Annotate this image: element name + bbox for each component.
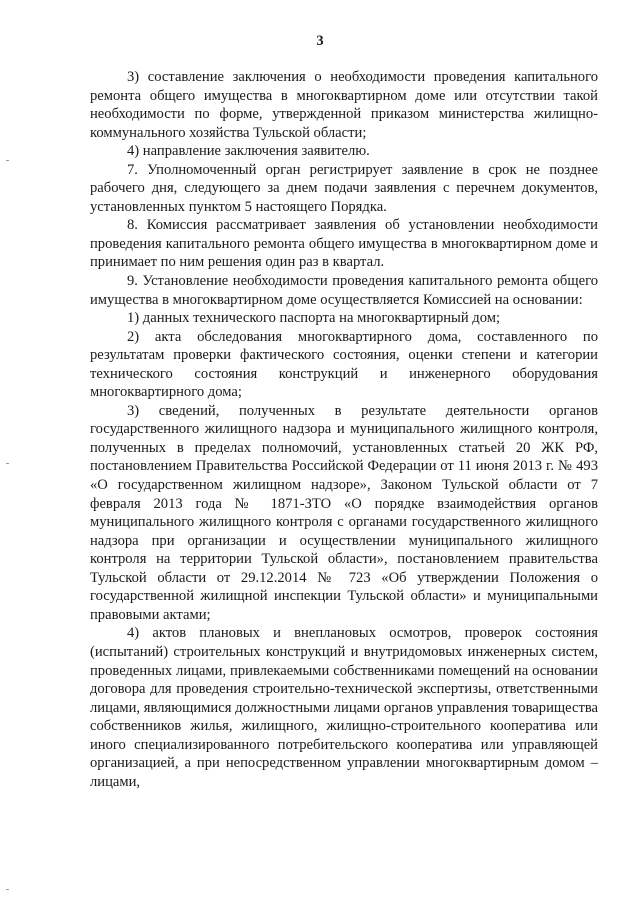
paragraph-item-4-send-conclusion: 4) направление заключения заявителю.: [127, 143, 370, 160]
paragraph-9-item-3-supervision-data: 3) сведений, полученных в результате деятельности органов государственного жилищного надзора и муниципального жилищного контроля, полученных в пределах полномочий, установленных статьей 20 ЖК РФ, постановлением Правительства Российской Федерации от 11 июня 2013 г. № 493 «О государственном жилищном надзоре», Законом Тульской области от 7 февраля 2013 года № 1871-ЗТО «О порядке взаимодействия органов муниципального жилищного контроля с органами государственного жилищного надзора при организации и осуществлении муниципального жилищного контроля на территории Тульской области», постановлением правительства Тульской области от 29.12.2014 № 723 «Об утверждении Положения о государственной жилищной инспекции Тульской области» и муниципальными правовыми актами;: [90, 402, 598, 623]
scan-artifact: [6, 463, 9, 464]
paragraph-7-registration: 7. Уполномоченный орган регистрирует заявление в срок не позднее рабочего дня, следующего за днем подачи заявления с перечнем документов, установленных пунктом 5 настоящего Порядка.: [90, 161, 598, 215]
paragraph-9-item-1-passport: 1) данных технического паспорта на многоквартирный дом;: [127, 310, 501, 327]
paragraph-item-3-conclusion: 3) составление заключения о необходимости проведения капитального ремонта общего имущества в многоквартирном доме или отсутствии такой необходимости по форме, утвержденной приказом министерства жилищно-коммунального хозяйства Тульской области;: [90, 69, 598, 141]
page-number: 3: [316, 33, 324, 49]
scan-artifact: [6, 889, 9, 890]
paragraph-9-grounds: 9. Установление необходимости проведения капитального ремонта общего имущества в многоквартирном доме осуществляется Комиссией на основании:: [90, 273, 598, 308]
scan-artifact: [6, 160, 9, 161]
paragraph-9-item-4-inspection-reports: 4) актов плановых и внеплановых осмотров, проверок состояния (испытаний) строительных конструкций и внутридомовых инженерных систем, проведенных лицами, привлекаемыми собственниками помещений на основании договора для проведения строительно-технической экспертизы, ответственными лицами, являющимися должностными лицами органов управления товарищества собственников жилья, жилищного, жилищно-строительного кооператива или иного специализированного потребительского кооператива или управляющей организацией, а при непосредственном управлении многоквартирным домом – лицами,: [90, 625, 598, 790]
paragraph-8-commission-review: 8. Комиссия рассматривает заявления об установлении необходимости проведения капитального ремонта общего имущества в многоквартирном доме и принимает по ним решения один раз в квартал.: [90, 217, 598, 271]
paragraph-9-item-2-inspection-act: 2) акта обследования многоквартирного дома, составленного по результатам проверки фактического состояния, оценки степени и категории технического состояния конструкций и инженерного оборудования многоквартирного дома;: [90, 328, 598, 401]
document-body: [90, 68, 598, 791]
